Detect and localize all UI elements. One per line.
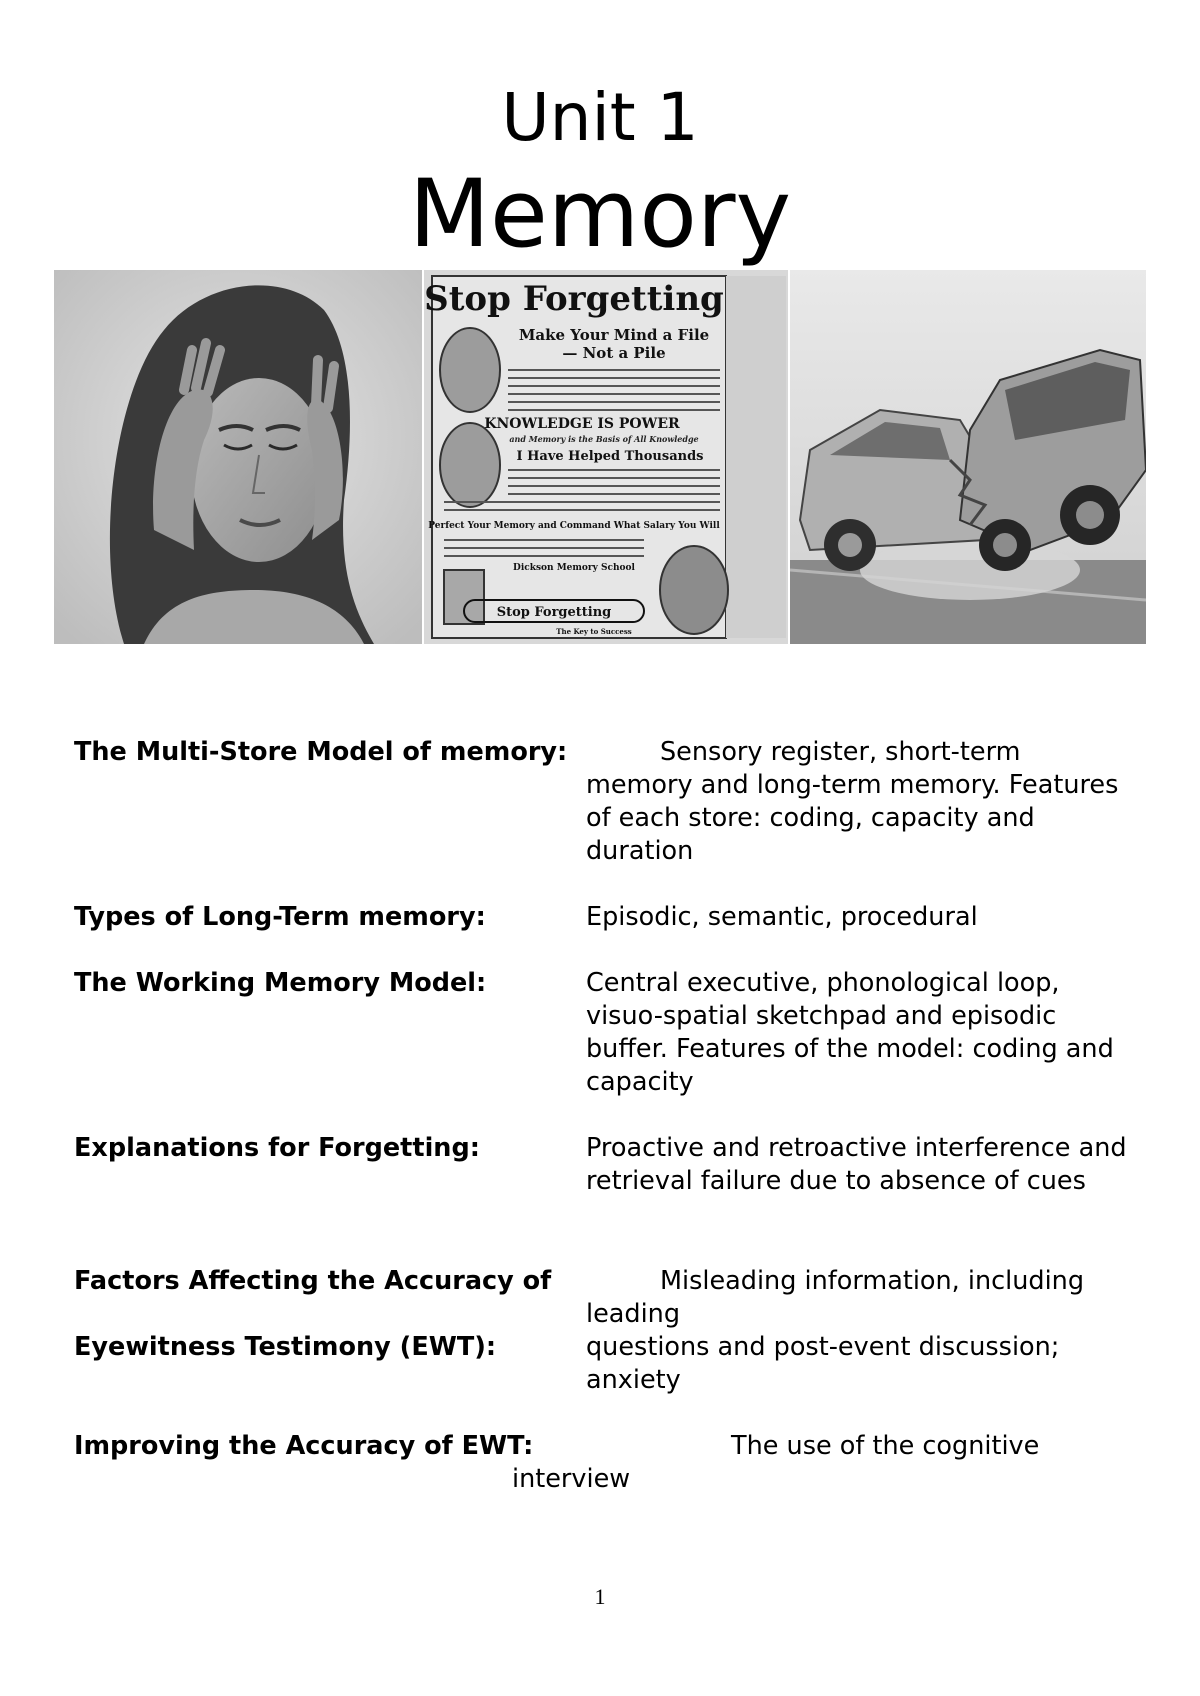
unit-heading: Unit 1: [501, 79, 699, 156]
topic-label: The Multi-Store Model of memory:: [74, 737, 568, 767]
ad-headline: Stop Forgetting: [424, 279, 724, 319]
page-number: 1: [594, 1584, 606, 1609]
woman-headache-photo: [54, 270, 422, 644]
car-crash-photo: [790, 270, 1146, 644]
ad-school-line: Dickson Memory School: [513, 563, 635, 573]
ad-basis-line: and Memory is the Basis of All Knowledge: [509, 434, 699, 444]
ad-subhead-2: — Not a Pile: [562, 344, 666, 362]
topic-description: Proactive and retroactive interference and retrieval failure due to absence of cues: [586, 1133, 1127, 1196]
topic-description: Episodic, semantic, procedural: [586, 902, 978, 932]
ad-subhead-1: Make Your Mind a File: [518, 326, 710, 344]
topic-description: Central executive, phonological loop, visuo-spatial sketchpad and episodic buffer. Features of the model: coding and capacity: [586, 968, 1114, 1097]
topic-label-line-2: Eyewitness Testimony (EWT):: [74, 1332, 497, 1362]
topic-label: Improving the Accuracy of EWT:: [74, 1431, 534, 1461]
topic-label: Types of Long-Term memory:: [74, 902, 486, 932]
stop-forgetting-ad: [424, 270, 788, 644]
topic-description-line-2: interview: [512, 1464, 631, 1494]
page-title: Memory: [408, 160, 792, 269]
ad-key-line: The Key to Success: [556, 627, 632, 636]
topic-label: The Working Memory Model:: [74, 968, 487, 998]
ad-perfect-line: Perfect Your Memory and Command What Salary You Will: [428, 521, 720, 531]
topic-label: Explanations for Forgetting:: [74, 1133, 480, 1163]
ad-helped-line: I Have Helped Thousands: [516, 449, 704, 464]
topic-description-line-2: questions and post-event discussion; anxiety: [586, 1332, 1060, 1395]
header-image-banner: [54, 270, 1146, 644]
topic-description-line-1: Misleading information, including leading: [586, 1266, 1085, 1329]
topic-description-line-1: The use of the cognitive: [731, 1431, 1040, 1461]
ad-knowledge-line: KNOWLEDGE IS POWER: [484, 416, 680, 432]
topic-description: Sensory register, short-term memory and long-term memory. Features of each store: coding, capacity and duration: [586, 737, 1119, 866]
topic-label-line-1: Factors Affecting the Accuracy of: [74, 1266, 552, 1296]
ad-badge: Stop Forgetting: [496, 605, 612, 620]
